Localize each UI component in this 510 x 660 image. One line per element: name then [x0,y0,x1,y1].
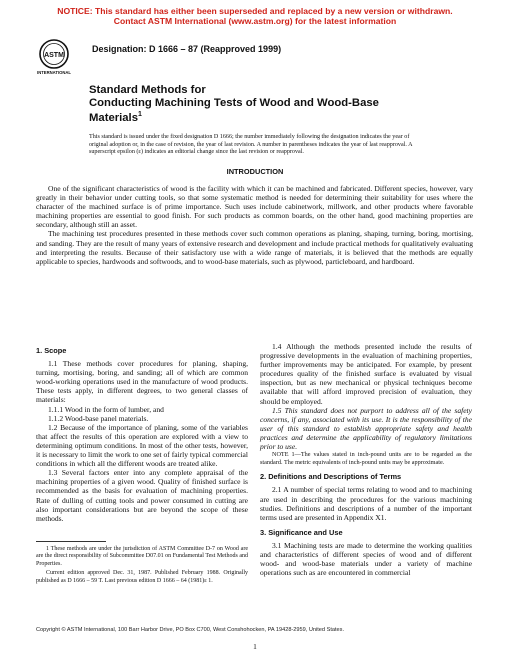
notice-line-1: NOTICE: This standard has either been superseded and replaced by a new version or withdrawn. [57,6,453,16]
title-line-2: Conducting Machining Tests of Wood and Wood-Base [89,96,379,109]
title-line-3: Materials [89,111,138,124]
note-1: NOTE 1—The values stated in inch-pound units are to be regarded as the standard. The metric equivalents of inch-pound units may be approximate. [260,451,472,466]
introduction [36,184,473,266]
withdrawn-notice [0,6,510,26]
notice-line-2: Contact ASTM International (www.astm.org) for the latest information [113,16,397,26]
section-1-3: 1.3 Several factors enter into any complete appraisal of the machining properties of a given wood. Quality of finished surface is recommended as the basis for evaluation of machining properties. Rate of dulling of cutting tools and power consumed in cutting are also important considerations but are beyond the scope of these methods. [36,468,248,523]
astm-logo [36,38,72,76]
document-title [89,84,429,124]
footnote-divider [36,541,106,542]
footnote-2: Current edition approved Dec. 31, 1987. Published February 1988. Originally published as D 1666 – 59 T. Last previous edition D 1666 – 64 (1981)ε 1. [36,570,248,584]
section-1-1-2: 1.1.2 Wood-base panel materials. [48,413,149,423]
logo-subtext: INTERNATIONAL [37,70,71,75]
title-footnote-mark: 1 [137,111,142,118]
section-1-1-1: 1.1.1 Wood in the form of lumber, and [48,404,164,414]
intro-paragraph-1: One of the significant characteristics of wood is the facility with which it can be machined and fabricated. Different species, however, vary greatly in their behavior under cutting tools, so that some systematic method is needed for determining their suitability for uses where the character of the machined surface is of prime importance. Such uses include cabinetwork, millwork, and other products where favorable machining properties are essential to good finish. For such products as common boards, on the other hand, good machining properties are secondary, although still an asset. [36,184,473,230]
section-1-2: 1.2 Because of the importance of planing, some of the variables that affect the results of this operation are explored with a view to determining optimum conditions. In most of the other tests, however, it is necessary to limit the work to one set of fairly typical commercial conditions in which all the different woods are treated alike. [36,422,248,469]
section-1-4: 1.4 Although the methods presented include the results of progressive developments in the evaluation of machining properties, further improvements may be anticipated. For example, by present procedures quality of the finished surface is evaluated by visual inspection, but as new mechanical or physical techniques become available that will afford improved precision of evaluation, they should be employed. [260,342,472,406]
definitions-heading: 2. Definitions and Descriptions of Terms [260,472,402,482]
section-3-1: 3.1 Machining tests are made to determine the working qualities and characteristics of different species of wood and of different wood- and wood-base materials under a variety of machine operations such as are encountered in commercial [260,540,472,578]
logo-text: ASTM [44,52,64,59]
intro-paragraph-2: The machining test procedures presented in these methods cover such common operations as planing, shaping, turning, boring, mortising, and sanding. They are the result of many years of extensive research and development and include practical methods for qualitatively evaluating and interpreting the results. Because of their satisfactory use with a wide range of materials, it is believed that the methods are equally applicable to species, hardwoods and softwoods, and to wood-base materials, such as plywood, particleboard, and hardboard. [36,229,473,266]
issued-note: This standard is issued under the fixed designation D 1666; the number immediately following the designation indicates the year of original adoption or, in the case of revision, the year of last revision. A number in parentheses indicates the year of last reapproval. A superscript epsilon (ε) indicates an editorial change since the last revision or reapproval. [89,134,413,156]
introduction-heading: INTRODUCTION [226,167,284,176]
page-number: 1 [253,642,257,651]
significance-heading: 3. Significance and Use [260,527,343,537]
left-column [36,346,248,523]
scope-heading: 1. Scope [36,346,67,355]
footnote-1: 1 These methods are under the jurisdiction of ASTM Committee D-7 on Wood are are the direct responsibility of Subcommittee D07.01 on Fundamental Test Methods and Properties. [36,546,248,567]
section-2-1: 2.1 A number of special terms relating to wood and to machining are used in describing the procedures for the various machining studies. Definitions and descriptions of a number of the important terms used are presented in Appendix X1. [260,485,472,522]
right-column [260,342,472,577]
section-1-5: 1.5 This standard does not purport to address all of the safety concerns, if any, associated with its use. It is the responsibility of the user of this standard to establish appropriate safety and health practices and determine the applicability of regulatory limitations prior to use. [260,405,472,452]
copyright: Copyright © ASTM International, 100 Barr Harbor Drive, PO Box C700, West Conshohocken, PA 19428-2959, United States. [36,627,344,633]
section-1-1: 1.1 These methods cover procedures for planing, shaping, turning, mortising, boring, and sanding; all of which are common wood-working operations used in the manufacture of wood products. These tests apply, in different degrees, to two general classes of materials: [36,359,248,405]
designation: Designation: D 1666 – 87 (Reapproved 1999) [92,44,282,54]
title-line-1: Standard Methods for [89,84,206,96]
footnotes [36,546,248,587]
